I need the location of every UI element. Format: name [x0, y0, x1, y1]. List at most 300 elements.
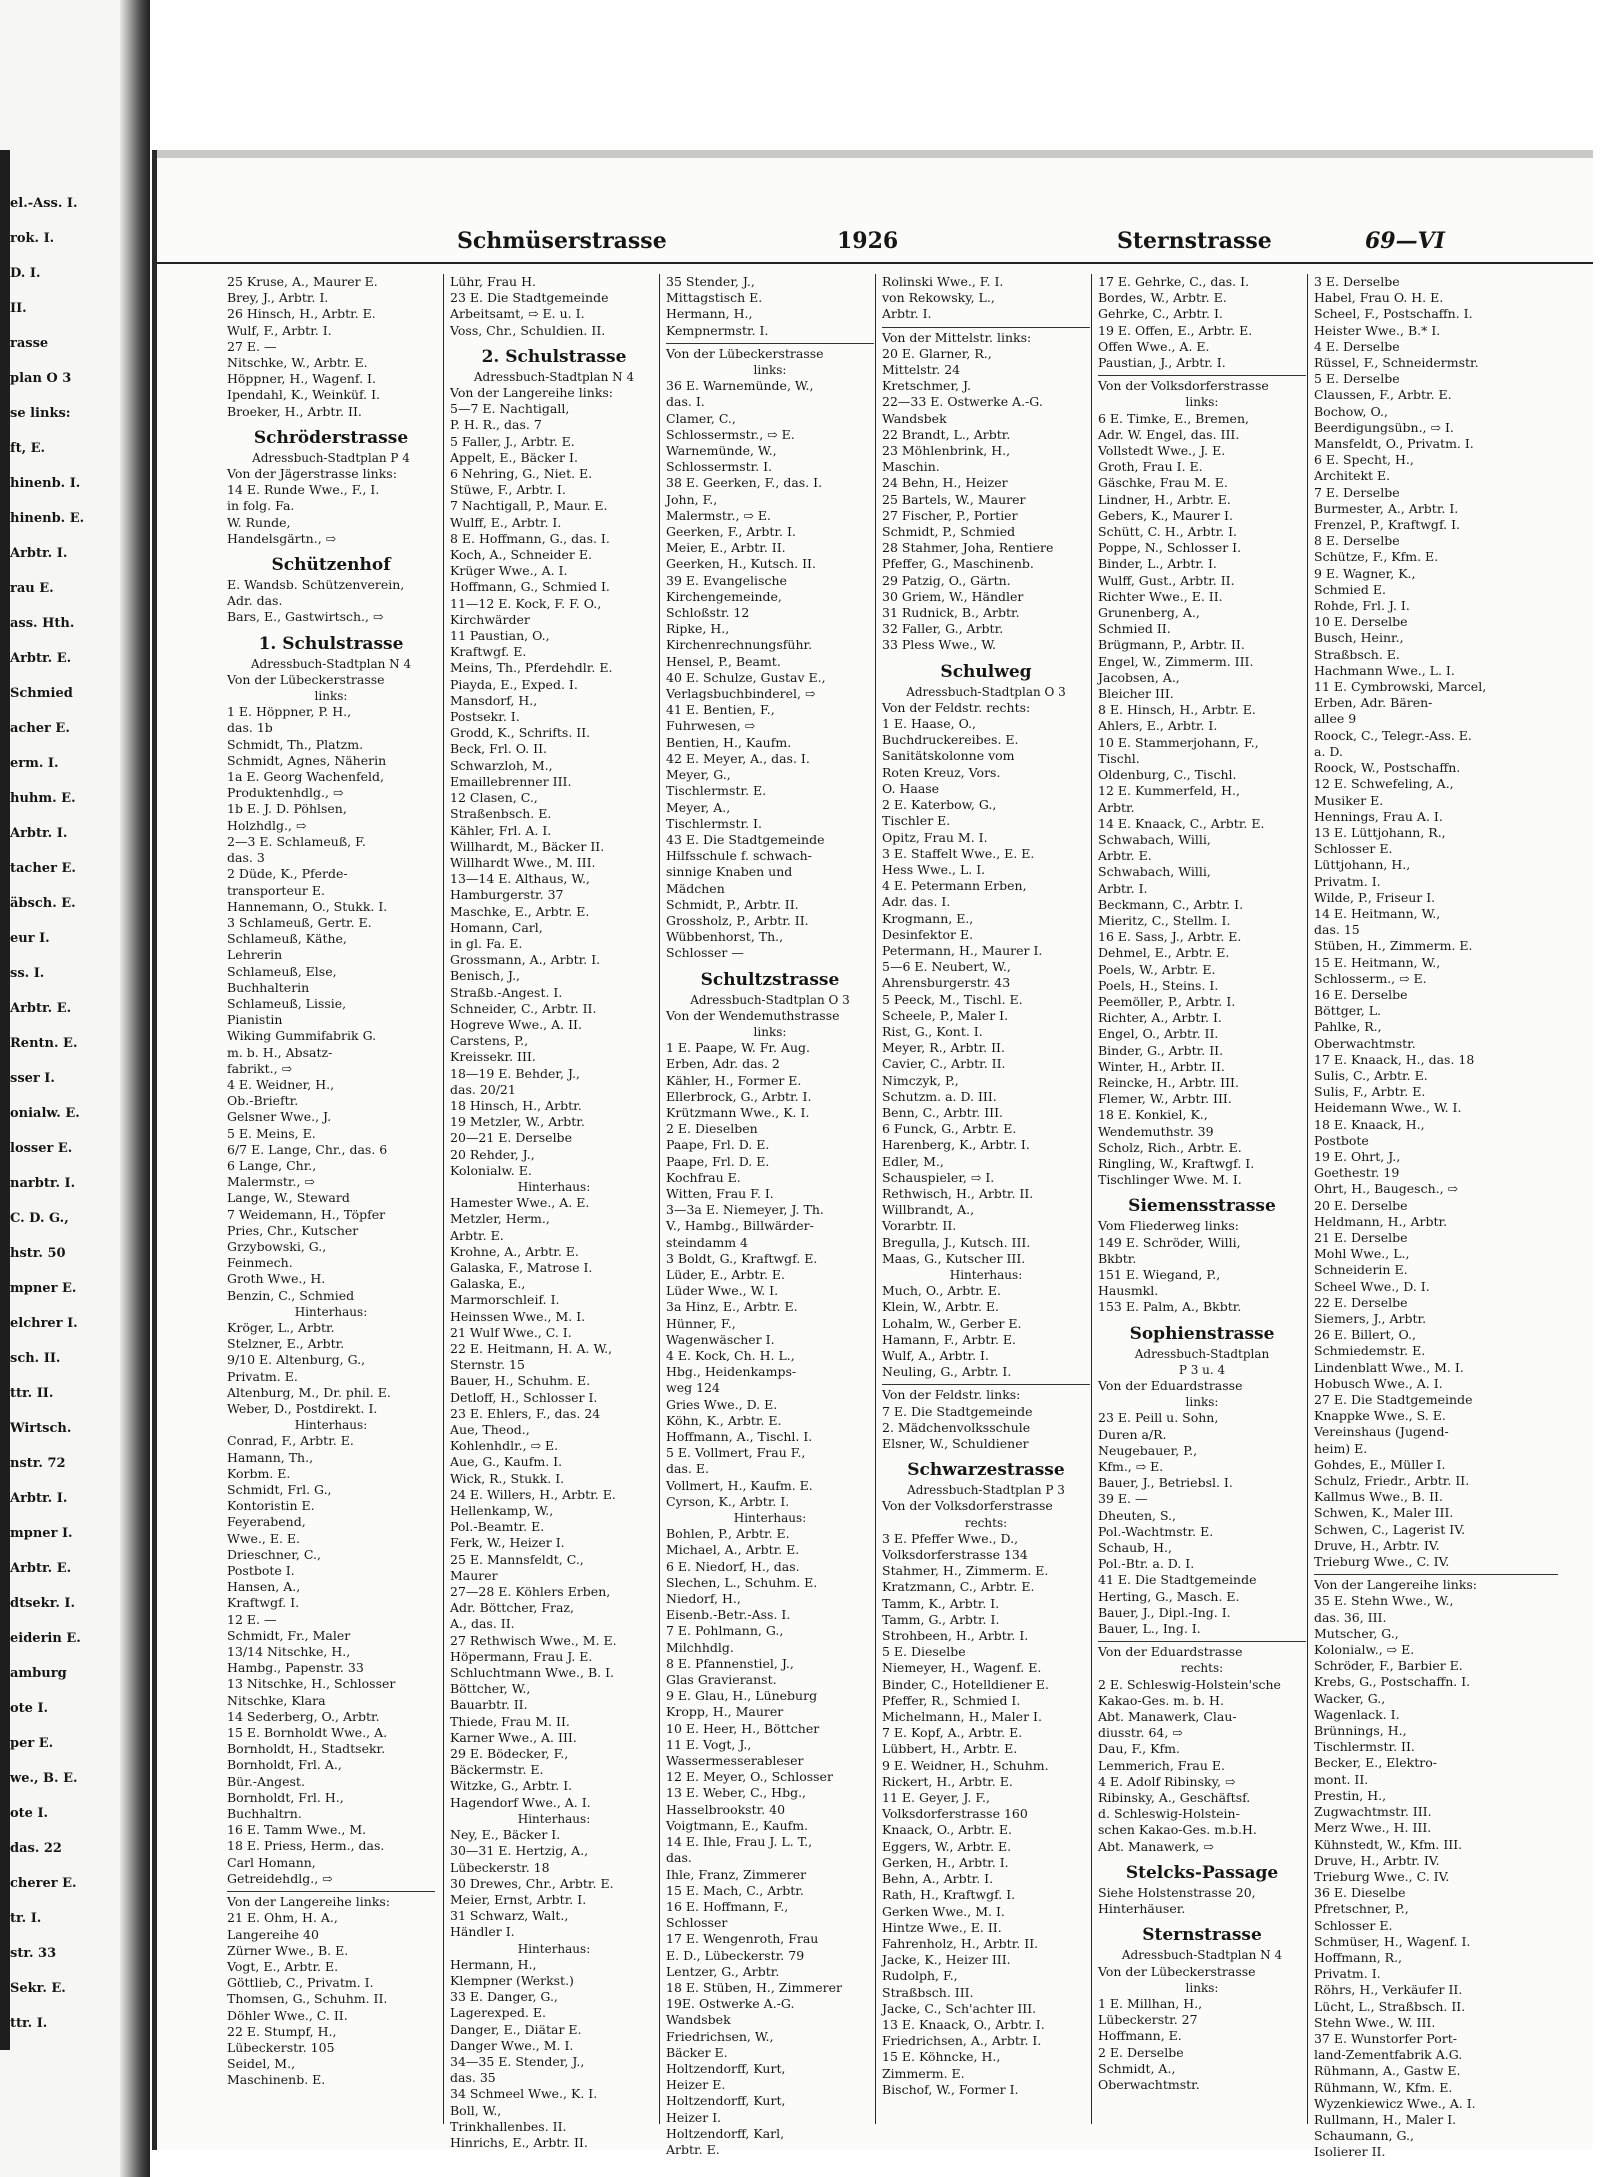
directory-line: Tamm, K., Arbtr. I. — [882, 1595, 1000, 1611]
directory-line: Koch, A., Schneider E. — [450, 547, 592, 563]
directory-line: Much, O., Arbtr. E. — [882, 1283, 1001, 1299]
directory-line: Heinssen Wwe., M. I. — [450, 1308, 586, 1324]
directory-line: Paape, Frl. D. E. — [666, 1153, 770, 1169]
directory-line: 39 E. Evangelische — [666, 572, 787, 588]
directory-line: 22 Brandt, L., Arbtr. — [882, 426, 1011, 442]
directory-line: Stüwe, F., Arbtr. I. — [450, 482, 566, 498]
directory-line: das. 20/21 — [450, 1081, 516, 1097]
directory-line: Postbote I. — [227, 1563, 295, 1579]
directory-line: Dheuten, S., — [1098, 1507, 1177, 1523]
directory-line: Von der Langereihe links: — [227, 1894, 391, 1910]
directory-line: Beck, Frl. O. II. — [450, 741, 548, 757]
directory-line: Buchhalterin — [227, 979, 310, 995]
directory-line: 18 E. Knaack, H., — [1314, 1116, 1425, 1132]
directory-line: Händler I. — [450, 1924, 515, 1940]
directory-line: Prestin, H., — [1314, 1787, 1387, 1803]
directory-line: Elsner, W., Schuldiener — [882, 1436, 1029, 1452]
directory-line: Conrad, F., Arbtr. E. — [227, 1433, 354, 1449]
directory-line: Malermstr., ⇨ E. — [666, 507, 771, 523]
directory-line: 27—28 E. Köhlers Erben, — [450, 1584, 611, 1600]
directory-line: Pol.-Btr. a. D. I. — [1098, 1556, 1195, 1572]
directory-line: Groth, Frau I. E. — [1098, 459, 1203, 475]
directory-line: Binder, G., Arbtr. II. — [1098, 1042, 1224, 1058]
adjacent-text-fragment: Arbtr. I. — [10, 1491, 68, 1506]
directory-line: 31 Rudnick, B., Arbtr. — [882, 605, 1020, 621]
directory-line: Schmidt, Frl. G., — [227, 1482, 332, 1498]
adjacent-text-fragment: huhm. E. — [10, 791, 76, 806]
adjacent-text-fragment: äbsch. E. — [10, 896, 76, 911]
directory-line: 34—35 E. Stender, J., — [450, 2053, 585, 2069]
directory-line: Oberwachtmstr. — [1314, 1035, 1416, 1051]
directory-line: 1 E. Paape, W. Fr. Aug. — [666, 1040, 810, 1056]
directory-line: Bornholdt, H., Stadtsekr. — [227, 1741, 386, 1757]
directory-line: Schlosserm., ⇨ E. — [1314, 970, 1427, 986]
directory-line: Friedrichsen, A., Arbtr. I. — [882, 2033, 1042, 2049]
directory-line: 5 E. Meins, E. — [227, 1125, 316, 1141]
directory-line: Meyer, R., Arbtr. II. — [882, 1040, 1005, 1056]
directory-line: Benzin, C., Schmied — [227, 1287, 355, 1303]
directory-line: 27 E. Die Stadtgemeinde — [1314, 1392, 1473, 1408]
directory-line: Gohdes, E., Müller I. — [1314, 1456, 1446, 1472]
adjacent-text-fragment: sser I. — [10, 1071, 55, 1086]
street-subheading: rechts: — [964, 1515, 1008, 1530]
directory-line: Maurer — [450, 1567, 498, 1583]
street-heading: Stelcks-Passage — [1125, 1862, 1279, 1883]
directory-line: Rühmann, A., Gastw E. — [1314, 2063, 1461, 2079]
directory-line: Meier, E., Arbtr. II. — [666, 540, 786, 556]
directory-line: 22 E. Stumpf, H., — [227, 2023, 337, 2039]
directory-line: 20—21 E. Derselbe — [450, 1130, 572, 1146]
directory-line: Friedrichsen, W., — [666, 2028, 774, 2044]
directory-line: 2 E. Derselbe — [1098, 2044, 1184, 2060]
directory-line: Maschke, E., Arbtr. E. — [450, 903, 590, 919]
directory-line: 5 E. Dieselbe — [882, 1644, 966, 1660]
street-heading: Schulweg — [940, 661, 1032, 682]
directory-line: Von der Mittelstr. links: — [882, 329, 1032, 345]
adjacent-text-fragment: ss. I. — [10, 966, 45, 981]
directory-line: Bauarbtr. II. — [450, 1697, 528, 1713]
directory-line: Hbg., Heidenkamps- — [666, 1364, 797, 1380]
directory-line: Nimczyk, P., — [882, 1072, 959, 1088]
directory-line: Kirchenrechnungsführ. — [666, 637, 813, 653]
directory-line: Carl Homann, — [227, 1854, 316, 1870]
directory-line: 5 E. Derselbe — [1314, 371, 1400, 387]
directory-line: 17 E. Wengenroth, Frau — [666, 1931, 819, 1947]
adjacent-text-fragment: elchrer I. — [10, 1316, 78, 1331]
directory-line: Merz Wwe., H. III. — [1314, 1820, 1432, 1836]
directory-line: Architekt E. — [1314, 468, 1391, 484]
directory-line: Emaillebrenner III. — [450, 773, 572, 789]
directory-line: Trinkhallenbes. II. — [450, 2118, 567, 2134]
directory-line: 6 Lange, Chr., — [227, 1157, 317, 1173]
directory-line: Abt. Manawerk, Clau- — [1098, 1709, 1237, 1725]
directory-line: Schaub, H., — [1098, 1540, 1172, 1556]
directory-line: Cyrson, K., Arbtr. I. — [666, 1493, 790, 1509]
directory-line: Tischlermstr. E. — [666, 783, 767, 799]
directory-line: Hamann, Th., — [227, 1449, 314, 1465]
header-last-street: Sternstrasse — [1117, 228, 1272, 254]
directory-line: Opitz, Frau M. I. — [882, 829, 988, 845]
directory-line: Hoffmann, R., — [1314, 1949, 1403, 1965]
street-heading: Sternstrasse — [1142, 1925, 1262, 1946]
directory-line: Hennings, Frau A. I. — [1314, 808, 1443, 824]
street-subheading: Adressbuch-Stadtplan N 4 — [473, 369, 635, 384]
directory-line: Tischlermstr. I. — [666, 815, 762, 831]
directory-line: Wulf, F., Arbtr. I. — [227, 322, 332, 338]
directory-line: Korbm. E. — [227, 1465, 291, 1481]
directory-line: Grossholz, P., Arbtr. II. — [666, 912, 809, 928]
directory-line: Hellenkamp, W., — [450, 1503, 554, 1519]
adjacent-text-fragment: str. 33 — [10, 1946, 57, 1961]
directory-line: Frenzel, P., Kraftwgf. I. — [1314, 517, 1460, 533]
directory-line: Arbtr. I. — [882, 306, 932, 322]
directory-line: Schlameuß, Käthe, — [227, 931, 347, 947]
directory-line: Schlameuß, Lissie, — [227, 995, 347, 1011]
directory-line: Rickert, H., Arbtr. E. — [882, 1773, 1013, 1789]
directory-line: Ipendahl, K., Weinküf. I. — [227, 387, 381, 403]
directory-line: Jacke, K., Heizer III. — [882, 1952, 1011, 1968]
directory-line: Von der Feldstr. rechts: — [882, 699, 1031, 715]
street-subheading: Adressbuch-Stadtplan N 4 — [1121, 1948, 1283, 1963]
directory-line: land-Zementfabrik A.G. — [1314, 2047, 1463, 2063]
street-subheading: Hinterhaus: — [517, 1811, 591, 1826]
directory-line: Ohrt, H., Baugesch., ⇨ — [1314, 1181, 1459, 1197]
column-6 — [1307, 274, 1558, 2160]
directory-line: 16 E. Derselbe — [1314, 986, 1408, 1002]
directory-line: Lentzer, G., Arbtr. — [666, 1963, 780, 1979]
directory-line: Privatm. E. — [227, 1368, 298, 1384]
directory-line: E. D., Lübeckerstr. 79 — [666, 1947, 805, 1963]
adjacent-text-fragment: acher E. — [10, 721, 70, 736]
directory-line: Niedorf, H., — [666, 1591, 741, 1607]
directory-line: Krebs, G., Postschaffn. I. — [1314, 1674, 1471, 1690]
section-rule — [882, 1384, 1090, 1385]
adjacent-text-fragment: Sekr. E. — [10, 1981, 66, 1996]
directory-line: das. 3 — [227, 850, 265, 866]
directory-line: Hintze Wwe., E. II. — [882, 1919, 1002, 1935]
directory-line: 13 E. Lüttjohann, R., — [1314, 824, 1446, 840]
directory-line: Fahrenholz, H., Arbtr. II. — [882, 1935, 1039, 1951]
directory-line: Siemers, J., Arbtr. — [1314, 1311, 1427, 1326]
directory-line: Sanitätskolonne vom — [882, 748, 1015, 764]
directory-line: Neuling, G., Arbtr. I. — [882, 1364, 1012, 1380]
directory-line: 1 E. Millhan, H., — [1098, 1995, 1203, 2011]
directory-line: W. Runde, — [227, 514, 291, 530]
directory-line: Engel, W., Zimmerm. III. — [1098, 653, 1254, 669]
adjacent-text-fragment: erm. I. — [10, 756, 59, 771]
directory-line: Straßb.-Angest. I. — [450, 984, 563, 1000]
directory-line: 20 E. Glarner, R., — [882, 345, 992, 361]
directory-line: O. Haase — [882, 780, 940, 796]
header-first-street: Schmüserstrasse — [457, 228, 667, 254]
directory-line: das. I. — [666, 394, 705, 410]
directory-line: 9/10 E. Altenburg, G., — [227, 1352, 366, 1368]
directory-line: Wulff, E., Arbtr. I. — [450, 514, 562, 530]
directory-line: Lehrerin — [227, 947, 283, 963]
directory-line: Hinrichs, E., Arbtr. II. — [450, 2134, 588, 2150]
directory-line: Mansfeldt, O., Privatm. I. — [1314, 436, 1474, 452]
directory-line: Hogreve Wwe., A. II. — [450, 1016, 582, 1032]
directory-line: Hoffmann, A., Tischl. I. — [666, 1429, 813, 1445]
directory-line: Hambg., Papenstr. 33 — [227, 1660, 364, 1676]
adjacent-text-fragment: Wirtsch. — [10, 1421, 72, 1436]
directory-line: 22 E. Derselbe — [1314, 1294, 1408, 1310]
directory-line: a. D. — [1314, 743, 1343, 759]
directory-line: 12 Clasen, C., — [450, 790, 538, 806]
directory-line: das. 1b — [227, 720, 273, 736]
adjacent-text-fragment: ft, E. — [10, 441, 46, 456]
directory-line: 37 E. Wunstorfer Port- — [1314, 2030, 1457, 2046]
directory-line: Wwe., E. E. — [227, 1530, 301, 1546]
directory-line: Lübeckerstr. 18 — [450, 1859, 550, 1875]
directory-line: 25 Bartels, W., Maurer — [882, 491, 1026, 507]
directory-line: Oldenburg, C., Tischl. — [1098, 767, 1237, 783]
directory-line: Oberwachtmstr. — [1098, 2076, 1200, 2092]
directory-line: Arbtr. I. — [1098, 880, 1148, 896]
street-subheading: links: — [1185, 1395, 1219, 1410]
street-subheading: Hinterhaus: — [949, 1267, 1023, 1282]
directory-line: Holzhdlg., ⇨ — [227, 817, 307, 833]
street-subheading: Adressbuch-Stadtplan N 4 — [250, 656, 412, 671]
adjacent-page-fragment — [0, 0, 148, 2177]
directory-line: 13—14 E. Althaus, W., — [450, 871, 590, 887]
page-number: 69—VI — [1365, 228, 1445, 254]
directory-line: Hagendorf Wwe., A. I. — [450, 1794, 591, 1810]
street-subheading: links: — [1185, 395, 1219, 410]
adjacent-text-fragment: C. D. G., — [10, 1211, 69, 1226]
adjacent-text-fragment: Arbtr. E. — [10, 1561, 72, 1576]
directory-line: Bür.-Angest. — [227, 1773, 305, 1789]
directory-line: Grunenberg, A., — [1098, 605, 1200, 621]
section-rule — [666, 343, 874, 344]
directory-line: 151 E. Wiegand, P., — [1098, 1266, 1221, 1282]
directory-line: Holtzendorff, Kurt, — [666, 2093, 786, 2109]
directory-line: Schlossermstr., ⇨ E. — [666, 426, 795, 442]
directory-line: Niemeyer, H., Wagenf. E. — [882, 1660, 1042, 1676]
directory-line: Wendemuthstr. 39 — [1098, 1123, 1214, 1139]
adjacent-text-fragment: we., B. E. — [10, 1771, 78, 1786]
adjacent-text-fragment: Arbtr. E. — [10, 1001, 72, 1016]
directory-line: Wandsbek — [666, 2012, 731, 2028]
directory-line: Mieritz, C., Stellm. I. — [1098, 912, 1231, 928]
directory-line: 40 E. Schulze, Gustav E., — [666, 669, 826, 685]
directory-line: Zugwachtmstr. III. — [1314, 1804, 1432, 1820]
directory-line: Von der Lübeckerstrasse — [227, 671, 385, 687]
directory-line: Wacker, G., — [1314, 1690, 1386, 1706]
street-subheading: Hinterhaus: — [294, 1418, 368, 1433]
directory-line: Hausmkl. — [1098, 1283, 1159, 1299]
directory-line: 2 Düde, K., Pferde- — [227, 866, 348, 882]
directory-line: 3a Hinz, E., Arbtr. E. — [666, 1299, 798, 1315]
directory-line: 2 E. Schleswig-Holstein'sche — [1098, 1676, 1281, 1692]
directory-line: Dau, F., Kfm. — [1098, 1741, 1180, 1757]
directory-line: Binder, C., Hotelldiener E. — [882, 1676, 1049, 1692]
directory-line: Slechen, L., Schuhm. E. — [666, 1574, 818, 1590]
directory-line: Scheel, F., Postschaffn. I. — [1314, 306, 1473, 322]
directory-line: Eisenb.-Betr.-Ass. I. — [666, 1607, 791, 1623]
directory-columns — [227, 274, 1557, 2160]
directory-line: Erben, Adr. das. 2 — [666, 1056, 780, 1072]
adjacent-text-fragment: Schmied — [10, 686, 73, 701]
street-subheading: Hinterhaus: — [517, 1941, 591, 1956]
directory-line: Bregulla, J., Kutsch. III. — [882, 1234, 1031, 1250]
directory-line: Hobusch Wwe., A. I. — [1314, 1375, 1443, 1391]
directory-line: 15 E. Bornholdt Wwe., A. — [227, 1725, 388, 1741]
directory-line: 21 E. Derselbe — [1314, 1229, 1408, 1245]
directory-line: 25 E. Mannsfeldt, C., — [450, 1551, 584, 1567]
directory-line: Roock, W., Postschaffn. — [1314, 760, 1461, 776]
directory-line: Jacobsen, A., — [1098, 669, 1180, 685]
directory-line: Meyer, G., — [666, 767, 731, 783]
adjacent-text-fragment: el.-Ass. I. — [10, 196, 78, 211]
directory-line: Drieschner, C., — [227, 1546, 321, 1562]
directory-line: Straßbsch. E. — [1314, 646, 1400, 662]
directory-line: Heister Wwe., B.* I. — [1314, 322, 1441, 338]
directory-line: Kirchwärder — [450, 611, 530, 627]
directory-line: Homann, Carl, — [450, 919, 543, 935]
street-subheading: Adressbuch-Stadtplan P 3 — [907, 1483, 1065, 1498]
directory-line: Feinmech. — [227, 1255, 293, 1271]
directory-line: 28 Stahmer, Joha, Rentiere — [882, 540, 1054, 556]
directory-line: Michael, A., Arbtr. E. — [666, 1542, 800, 1558]
directory-line: 27 Fischer, P., Portier — [882, 507, 1018, 523]
directory-line: das. E. — [666, 1461, 709, 1477]
adjacent-text-fragment: tr. I. — [10, 1911, 42, 1926]
directory-line: Petermann, H., Maurer I. — [882, 942, 1043, 958]
directory-line: 35 E. Stehn Wwe., W., — [1314, 1593, 1454, 1609]
directory-line: steindamm 4 — [666, 1234, 748, 1250]
directory-line: 12 E. — — [227, 1611, 277, 1627]
directory-line: 16 E. Hoffmann, F., — [666, 1898, 789, 1914]
directory-line: 3 E. Staffelt Wwe., E. E. — [882, 845, 1035, 861]
directory-line: Arbtr. E. — [1098, 848, 1152, 864]
directory-line: Pol.-Beamtr. E. — [450, 1519, 545, 1535]
directory-line: Maschinenb. E. — [227, 2072, 326, 2088]
directory-line: Privatm. I. — [1314, 873, 1381, 889]
directory-line: Arbtr. — [1098, 799, 1135, 815]
adjacent-text-fragment: hinenb. I. — [10, 476, 81, 491]
directory-line: 9 E. Wagner, K., — [1314, 565, 1416, 581]
directory-line: Trieburg Wwe., C. IV. — [1314, 1868, 1450, 1884]
directory-line: 8 E. Pfannenstiel, J., — [666, 1655, 794, 1671]
directory-line: Galaska, E., — [450, 1276, 526, 1292]
directory-line: 41 E. Bentien, F., — [666, 702, 775, 718]
directory-line: Gelsner Wwe., J. — [227, 1109, 332, 1125]
directory-line: Wagenwäscher I. — [666, 1331, 775, 1347]
directory-line: 3—3a E. Niemeyer, J. Th. — [666, 1202, 824, 1218]
directory-line: Ahlers, E., Arbtr. I. — [1098, 718, 1218, 734]
directory-line: Bornholdt, Frl. H., — [227, 1789, 344, 1805]
directory-line: Lemmerich, Frau E. — [1098, 1757, 1225, 1773]
directory-line: Pries, Chr., Kutscher — [227, 1222, 359, 1238]
directory-line: diusstr. 64, ⇨ — [1098, 1725, 1183, 1741]
directory-line: 24 E. Willers, H., Arbtr. E. — [450, 1486, 616, 1502]
directory-line: Schaumann, G., — [1314, 2128, 1414, 2144]
directory-line: Tamm, G., Arbtr. I. — [882, 1611, 1000, 1627]
directory-line: Vom Fliederweg links: — [1098, 1218, 1239, 1234]
directory-line: Kolonialw. E. — [450, 1162, 532, 1178]
directory-line: 9 E. Glau, H., Lüneburg — [666, 1688, 818, 1704]
directory-line: 18—19 E. Behder, J., — [450, 1065, 580, 1081]
directory-line: Paustian, J., Arbtr. I. — [1098, 355, 1226, 371]
directory-line: Kochfrau E. — [666, 1169, 741, 1185]
section-rule — [882, 327, 1090, 328]
street-heading: Schultzstrasse — [700, 969, 840, 990]
directory-line: Kähler, Frl. A. I. — [450, 822, 552, 838]
directory-line: Nitschke, W., Arbtr. E. — [227, 355, 368, 371]
directory-line: 18 E. Stüben, H., Zimmerer — [666, 1979, 842, 1995]
directory-line: Brey, J., Arbtr. I. — [227, 290, 329, 306]
directory-line: Scholz, Rich., Arbtr. E. — [1098, 1139, 1242, 1155]
directory-line: 6 Nehring, G., Niet. E. — [450, 466, 593, 482]
adjacent-text-fragment: ote I. — [10, 1701, 49, 1716]
directory-line: Hamburgerstr. 37 — [450, 887, 564, 903]
directory-line: Benn, C., Arbtr. III. — [882, 1104, 1004, 1120]
directory-line: 8 E. Derselbe — [1314, 533, 1400, 549]
adjacent-text-fragment: narbtr. I. — [10, 1176, 76, 1191]
adjacent-text-fragment: onialw. E. — [10, 1106, 80, 1121]
directory-line: Schlossermstr. I. — [666, 459, 773, 475]
directory-line: Vereinshaus (Jugend- — [1314, 1424, 1449, 1440]
adjacent-text-fragment: tacher E. — [10, 861, 76, 876]
adjacent-text-fragment: ass. Hth. — [10, 616, 75, 631]
adjacent-text-fragment: hstr. 50 — [10, 1246, 66, 1261]
directory-line: Bkbtr. — [1098, 1250, 1137, 1266]
directory-line: Aue, Theod., — [450, 1422, 530, 1438]
directory-line: 6 E. Specht, H., — [1314, 452, 1414, 468]
directory-line: Roock, C., Telegr.-Ass. E. — [1314, 727, 1472, 743]
directory-line: Sulis, F., Arbtr. E. — [1314, 1084, 1426, 1100]
adjacent-text-fragment: eur I. — [10, 931, 50, 946]
directory-line: 9 E. Weidner, H., Schuhm. — [882, 1757, 1049, 1773]
binding-shadow — [120, 0, 150, 2177]
directory-line: 18 E. Konkiel, K., — [1098, 1107, 1208, 1123]
adjacent-text-fragment: nstr. 72 — [10, 1456, 66, 1471]
directory-line: Pol.-Wachtmstr. E. — [1098, 1523, 1214, 1539]
directory-line: 19E. Ostwerke A.-G. — [666, 1996, 795, 2012]
street-heading: Schröderstrasse — [253, 427, 409, 448]
directory-line: 6/7 E. Lange, Chr., das. 6 — [227, 1141, 388, 1157]
directory-line: Tischler E. — [882, 813, 951, 829]
directory-line: Ihle, Franz, Zimmerer — [666, 1866, 807, 1882]
directory-line: Witzke, G., Arbtr. I. — [450, 1778, 573, 1794]
directory-line: Hünner, F., — [666, 1315, 736, 1331]
directory-line: Kohlenhdlr., ⇨ E. — [450, 1438, 559, 1454]
adjacent-text-fragment: D. I. — [10, 266, 41, 281]
directory-line: Sulis, C., Arbtr. E. — [1314, 1067, 1428, 1083]
directory-line: Hensel, P., Beamt. — [666, 653, 781, 669]
directory-line: von Rekowsky, L., — [882, 290, 995, 306]
directory-line: Danger, E., Diätar E. — [450, 2021, 582, 2037]
directory-line: Von der Eduardstrasse — [1098, 1378, 1243, 1393]
directory-line: 30 Drewes, Chr., Arbtr. E. — [450, 1875, 614, 1891]
street-subheading: Hinterhaus: — [517, 1179, 591, 1194]
directory-line: Scheele, P., Maler I. — [882, 1007, 1009, 1023]
directory-line: Arbtr. E. — [450, 1227, 504, 1243]
directory-line: 14 E. Knaack, C., Arbtr. E. — [1098, 815, 1265, 831]
adjacent-text-fragment: losser E. — [10, 1141, 73, 1156]
directory-line: 15 E. Heitmann, W., — [1314, 954, 1441, 970]
directory-line: Adr. W. Engel, das. III. — [1098, 426, 1240, 442]
directory-line: Richter, A., Arbtr. I. — [1098, 1010, 1222, 1026]
directory-line: Von der Lübeckerstrasse — [1098, 1963, 1256, 1979]
directory-line: Beckmann, C., Arbtr. I. — [1098, 896, 1244, 912]
directory-line: 42 E. Meyer, A., das. I. — [666, 750, 810, 766]
directory-line: Rühmann, W., Kfm. E. — [1314, 2079, 1453, 2095]
directory-line: Maschin. — [882, 459, 940, 475]
directory-line: Duren a/R. — [1098, 1426, 1167, 1442]
directory-line: 5 Faller, J., Arbtr. E. — [450, 433, 575, 449]
